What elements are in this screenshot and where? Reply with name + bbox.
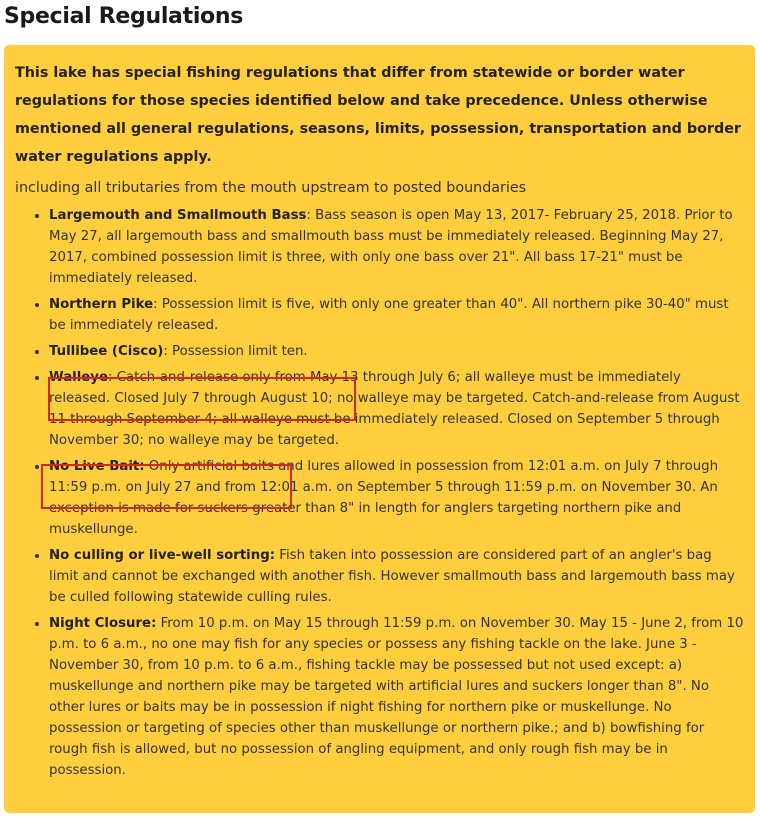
regulation-label: No culling or live-well sorting: <box>49 548 276 563</box>
regulation-label: Largemouth and Smallmouth Bass <box>49 208 307 223</box>
regulations-panel <box>4 45 755 813</box>
regulations-intro: This lake has special fishing regulations that differ from statewide or border water regulations for those species identified below and take precedence. Unless otherwise mentioned all general regulations, seasons, limits, possession, transportation and border water regulations apply. <box>15 65 741 165</box>
regulation-text: : Possession limit ten. <box>163 344 308 359</box>
regulation-item-northern-pike <box>49 294 745 336</box>
regulations-list <box>15 205 745 781</box>
regulation-label: No Live Bait: <box>49 459 145 474</box>
regulation-text: : Catch-and-release only from May 13 through July 6; all walleye must be immediately released. Closed July 7 through August 10; no walleye may be targeted. Catch-and-release from August 11 through September 4; all walleye must be immediately released. Closed on September 5 through November 30; no walleye may be targeted. <box>49 370 740 448</box>
regulation-item-walleye <box>49 367 745 451</box>
regulation-text: : Bass season is open May 13, 2017- February 25, 2018. Prior to May 27, all largemouth bass and smallmouth bass must be immediately released. Beginning May 27, 2017, combined possession limit is three, with only one bass over 21". All bass 17-21" must be immediately released. <box>49 208 733 286</box>
regulation-item-tullibee <box>49 341 745 362</box>
regulation-label: Tullibee (Cisco) <box>49 344 164 359</box>
regulation-text: Fish taken into possession are considered part of an angler's bag limit and cannot be exchanged with another fish. However smallmouth bass and largemouth bass may be culled following statewide culling rules. <box>49 548 735 605</box>
regulations-scope: including all tributaries from the mouth upstream to posted boundaries <box>15 180 527 196</box>
regulation-label: Northern Pike <box>49 297 154 312</box>
regulation-text: Only artificial baits and lures allowed in possession from 12:01 a.m. on July 7 through 11:59 p.m. on July 27 and from 12:01 a.m. on September 5 through 11:59 p.m. on November 30. An exception is made for suckers greater than 8" in length for anglers targeting northern pike and muskellunge. <box>49 459 719 537</box>
page-title: Special Regulations <box>4 4 244 29</box>
regulation-item-no-live-bait <box>49 456 745 540</box>
regulation-text: From 10 p.m. on May 15 through 11:59 p.m. on November 30. May 15 - June 2, from 10 p.m. to 6 a.m., no one may fish for any species or possess any fishing tackle on the lake. June 3 - November 30, from 10 p.m. to 6 a.m., fishing tackle may be possessed but not used except: a) muskellunge and northern pike may be targeted with artificial lures and suckers longer than 8". No other lures or baits may be in possession if night fishing for northern pike or muskellunge. No possession or targeting of species other than muskellunge or northern pike.; and b) bowfishing for rough fish is allowed, but no possession of angling equipment, and only rough fish may be in possession. <box>49 616 744 778</box>
regulation-item-night-closure <box>49 613 745 781</box>
regulation-label: Night Closure: <box>49 616 157 631</box>
regulation-item-no-culling <box>49 545 745 608</box>
regulation-label: Walleye <box>49 370 108 385</box>
regulation-text: : Possession limit is five, with only one greater than 40". All northern pike 30-40" must be immediately released. <box>49 297 729 333</box>
regulation-item-bass <box>49 205 745 289</box>
